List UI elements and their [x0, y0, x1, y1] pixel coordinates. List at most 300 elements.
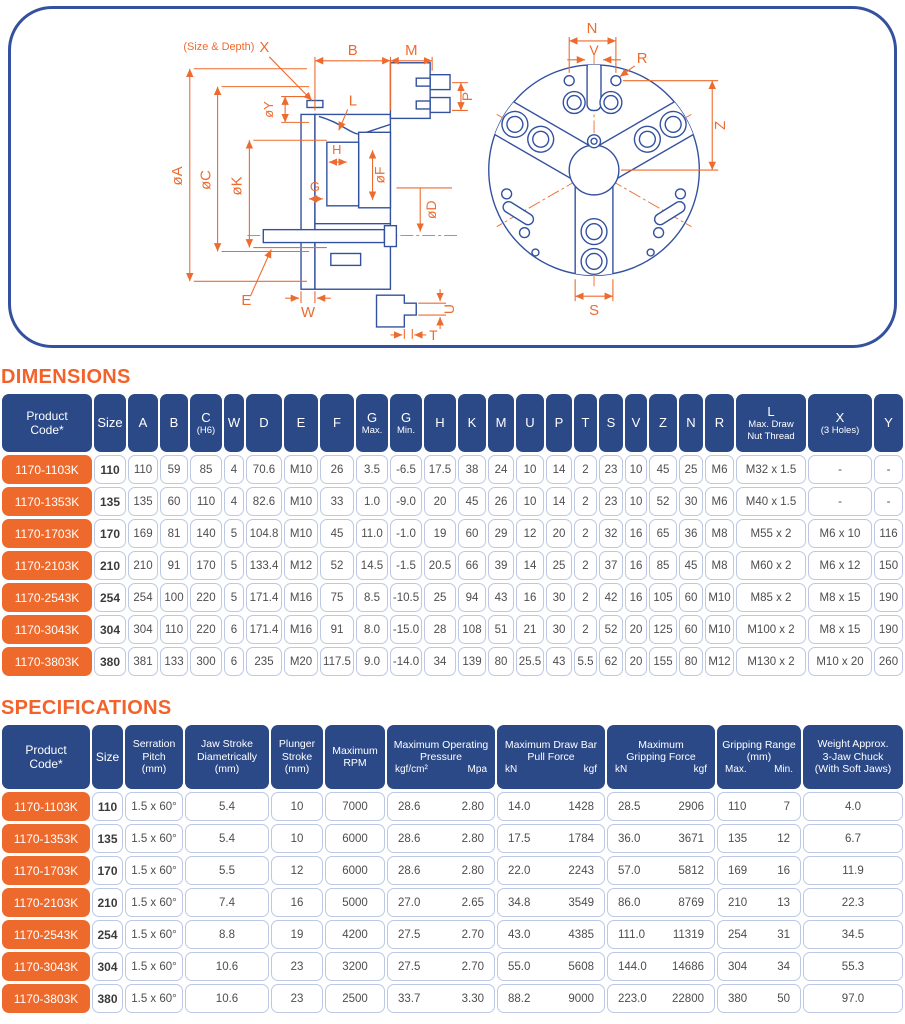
r-dim-label: R	[636, 50, 648, 67]
oc-dim-label: øC	[198, 170, 215, 190]
data-cell: 235	[246, 647, 282, 676]
table-row	[2, 487, 903, 516]
column-header: X (3 Holes)	[808, 394, 872, 452]
table-row	[2, 455, 903, 484]
data-cell: 27.5 2.70	[387, 952, 495, 981]
column-header: Plunger Stroke (mm)	[271, 725, 323, 789]
data-cell: 220	[190, 615, 222, 644]
data-cell: 88.2 9000	[497, 984, 605, 1013]
size-cell: 254	[92, 920, 123, 949]
column-header: A	[128, 394, 158, 452]
product-code-cell: 1170-2543K	[2, 920, 90, 949]
data-cell: 60	[160, 487, 188, 516]
data-cell: 210	[128, 551, 158, 580]
product-code-cell: 1170-3043K	[2, 952, 90, 981]
data-cell: 14	[546, 487, 572, 516]
size-depth-note: (Size & Depth)	[183, 40, 255, 53]
data-cell: 110 7	[717, 792, 801, 821]
data-cell: 19	[271, 920, 323, 949]
size-cell: 110	[92, 792, 123, 821]
data-cell: 108	[458, 615, 486, 644]
column-header: B	[160, 394, 188, 452]
data-cell: 60	[679, 583, 703, 612]
data-cell: 22.3	[803, 888, 903, 917]
specifications-table	[0, 722, 905, 1016]
data-cell: M8 x 15	[808, 583, 872, 612]
data-cell: 12	[271, 856, 323, 885]
data-cell: -	[874, 455, 903, 484]
data-cell: 20	[625, 615, 647, 644]
product-code-cell: 1170-1103K	[2, 455, 92, 484]
data-cell: 4	[224, 487, 244, 516]
data-cell: 10.6	[185, 952, 269, 981]
data-cell: 26	[320, 455, 354, 484]
data-cell: 20	[625, 647, 647, 676]
column-header: Maximum Draw Bar Pull Force kN kgf	[497, 725, 605, 789]
data-cell: -1.0	[390, 519, 422, 548]
data-cell: 10	[516, 455, 544, 484]
data-cell: 144.0 14686	[607, 952, 715, 981]
data-cell: M10 x 20	[808, 647, 872, 676]
data-cell: 105	[649, 583, 677, 612]
product-code-cell: 1170-1353K	[2, 487, 92, 516]
s-dim-label: S	[589, 303, 599, 320]
data-cell: 135 12	[717, 824, 801, 853]
data-cell: 20	[546, 519, 572, 548]
table-row	[2, 583, 903, 612]
data-cell: 9.0	[356, 647, 388, 676]
size-cell: 170	[92, 856, 123, 885]
data-cell: 25	[424, 583, 456, 612]
data-cell: 16	[625, 551, 647, 580]
data-cell: 8.8	[185, 920, 269, 949]
column-header: N	[679, 394, 703, 452]
data-cell: 16	[516, 583, 544, 612]
data-cell: 22.0 2243	[497, 856, 605, 885]
data-cell: 6000	[325, 856, 385, 885]
data-cell: 190	[874, 615, 903, 644]
data-cell: 36	[679, 519, 703, 548]
front-view	[488, 55, 700, 289]
data-cell: 110	[128, 455, 158, 484]
data-cell: 2	[574, 615, 597, 644]
data-cell: 82.6	[246, 487, 282, 516]
data-cell: 34	[424, 647, 456, 676]
data-cell: 17.5	[424, 455, 456, 484]
table-row	[2, 824, 903, 853]
data-cell: 3200	[325, 952, 385, 981]
data-cell: 10	[625, 455, 647, 484]
oy-dim-label: øY	[261, 101, 277, 118]
data-cell: 150	[874, 551, 903, 580]
ok-dim-label: øK	[229, 176, 246, 196]
data-cell: 21	[516, 615, 544, 644]
data-cell: 14.0 1428	[497, 792, 605, 821]
column-header: Product Code*	[2, 725, 90, 789]
data-cell: -10.5	[390, 583, 422, 612]
product-code-cell: 1170-1353K	[2, 824, 90, 853]
table-row	[2, 888, 903, 917]
data-cell: M12	[705, 647, 734, 676]
p-dim-label: P	[458, 91, 475, 102]
data-cell: 11.0	[356, 519, 388, 548]
column-header: Size	[92, 725, 123, 789]
data-cell: -6.5	[390, 455, 422, 484]
data-cell: 43.0 4385	[497, 920, 605, 949]
data-cell: -15.0	[390, 615, 422, 644]
data-cell: M55 x 2	[736, 519, 806, 548]
data-cell: 104.8	[246, 519, 282, 548]
column-header: L Max. Draw Nut Thread	[736, 394, 806, 452]
product-code-cell: 1170-2103K	[2, 888, 90, 917]
column-header: S	[599, 394, 623, 452]
table-row	[2, 920, 903, 949]
data-cell: 70.6	[246, 455, 282, 484]
data-cell: 100	[160, 583, 188, 612]
data-cell: 55.3	[803, 952, 903, 981]
data-cell: 33.7 3.30	[387, 984, 495, 1013]
data-cell: 2	[574, 583, 597, 612]
data-cell: 34.8 3549	[497, 888, 605, 917]
data-cell: 111.0 11319	[607, 920, 715, 949]
data-cell: 1.5 x 60°	[125, 792, 183, 821]
h-dim-label: H	[332, 142, 342, 158]
data-cell: 7.4	[185, 888, 269, 917]
table-row	[2, 615, 903, 644]
size-cell: 304	[92, 952, 123, 981]
data-cell: M10	[284, 519, 318, 548]
data-cell: -1.5	[390, 551, 422, 580]
data-cell: 133.4	[246, 551, 282, 580]
z-dim-label: Z	[713, 120, 730, 130]
dimensions-table	[0, 391, 905, 679]
data-cell: M16	[284, 583, 318, 612]
data-cell: 2	[574, 551, 597, 580]
data-cell: 23	[271, 984, 323, 1013]
data-cell: 28.5 2906	[607, 792, 715, 821]
data-cell: 65	[649, 519, 677, 548]
data-cell: 17.5 1784	[497, 824, 605, 853]
data-cell: 210 13	[717, 888, 801, 917]
data-cell: 10	[516, 487, 544, 516]
data-cell: 28.6 2.80	[387, 792, 495, 821]
size-cell: 135	[92, 824, 123, 853]
data-cell: 60	[458, 519, 486, 548]
data-cell: M8 x 15	[808, 615, 872, 644]
data-cell: M32 x 1.5	[736, 455, 806, 484]
column-header: K	[458, 394, 486, 452]
column-header: F	[320, 394, 354, 452]
data-cell: 27.5 2.70	[387, 920, 495, 949]
data-cell: 36.0 3671	[607, 824, 715, 853]
data-cell: 1.5 x 60°	[125, 920, 183, 949]
data-cell: 52	[599, 615, 623, 644]
data-cell: M8	[705, 551, 734, 580]
data-cell: 254	[128, 583, 158, 612]
column-header: Maximum Gripping Force kN kgf	[607, 725, 715, 789]
data-cell: M6	[705, 487, 734, 516]
column-header: U	[516, 394, 544, 452]
data-cell: 12	[516, 519, 544, 548]
size-cell: 304	[94, 615, 126, 644]
data-cell: 5	[224, 519, 244, 548]
data-cell: 32	[599, 519, 623, 548]
data-cell: 28.6 2.80	[387, 824, 495, 853]
data-cell: 10	[271, 792, 323, 821]
data-cell: 25	[679, 455, 703, 484]
data-cell: M6 x 12	[808, 551, 872, 580]
data-cell: 169	[128, 519, 158, 548]
data-cell: 110	[160, 615, 188, 644]
size-cell: 210	[94, 551, 126, 580]
data-cell: 29	[488, 519, 514, 548]
data-cell: 62	[599, 647, 623, 676]
data-cell: -9.0	[390, 487, 422, 516]
table-row	[2, 647, 903, 676]
column-header: C (H6)	[190, 394, 222, 452]
data-cell: 381	[128, 647, 158, 676]
column-header: P	[546, 394, 572, 452]
data-cell: 4200	[325, 920, 385, 949]
data-cell: 133	[160, 647, 188, 676]
v-dim-label: V	[589, 41, 599, 58]
data-cell: 91	[160, 551, 188, 580]
data-cell: -14.0	[390, 647, 422, 676]
l-dim-label: L	[348, 93, 357, 110]
data-cell: 1.5 x 60°	[125, 952, 183, 981]
data-cell: 52	[320, 551, 354, 580]
data-cell: 27.0 2.65	[387, 888, 495, 917]
column-header: R	[705, 394, 734, 452]
data-cell: -	[808, 487, 872, 516]
product-code-cell: 1170-3803K	[2, 647, 92, 676]
size-cell: 380	[94, 647, 126, 676]
data-cell: 19	[424, 519, 456, 548]
table-row	[2, 792, 903, 821]
data-cell: 55.0 5608	[497, 952, 605, 981]
column-header: Weight Approx. 3-Jaw Chuck (With Soft Jaws)	[803, 725, 903, 789]
data-cell: M8	[705, 519, 734, 548]
product-code-cell: 1170-1703K	[2, 519, 92, 548]
table-row	[2, 984, 903, 1013]
data-cell: 80	[488, 647, 514, 676]
data-cell: M10	[284, 455, 318, 484]
data-cell: M6 x 10	[808, 519, 872, 548]
data-cell: 171.4	[246, 615, 282, 644]
column-header: E	[284, 394, 318, 452]
u-dim-label: U	[440, 304, 457, 315]
g-dim-label: G	[309, 178, 320, 194]
data-cell: M60 x 2	[736, 551, 806, 580]
oa-dim-label: øA	[169, 166, 186, 186]
data-cell: 2	[574, 519, 597, 548]
data-cell: -	[874, 487, 903, 516]
product-code-cell: 1170-1103K	[2, 792, 90, 821]
data-cell: 5	[224, 551, 244, 580]
size-cell: 170	[94, 519, 126, 548]
table-row	[2, 551, 903, 580]
data-cell: 116	[874, 519, 903, 548]
column-header: Jaw Stroke Diametrically (mm)	[185, 725, 269, 789]
data-cell: 223.0 22800	[607, 984, 715, 1013]
column-header: Y	[874, 394, 903, 452]
data-cell: 6.7	[803, 824, 903, 853]
data-cell: M10	[705, 615, 734, 644]
technical-drawing	[11, 9, 894, 345]
data-cell: M40 x 1.5	[736, 487, 806, 516]
column-header: Gripping Range (mm) Max. Min.	[717, 725, 801, 789]
size-cell: 110	[94, 455, 126, 484]
data-cell: 25	[546, 551, 572, 580]
column-header: G Min.	[390, 394, 422, 452]
data-cell: 80	[679, 647, 703, 676]
data-cell: 1.0	[356, 487, 388, 516]
data-cell: 52	[649, 487, 677, 516]
data-cell: 110	[190, 487, 222, 516]
data-cell: 2500	[325, 984, 385, 1013]
data-cell: 4.0	[803, 792, 903, 821]
data-cell: 43	[488, 583, 514, 612]
column-header: H	[424, 394, 456, 452]
data-cell: 7000	[325, 792, 385, 821]
data-cell: 304 34	[717, 952, 801, 981]
data-cell: 23	[599, 455, 623, 484]
e-dim-label: E	[241, 293, 252, 310]
of-dim-label: øF	[371, 166, 388, 184]
table-row	[2, 952, 903, 981]
m-dim-label: M	[405, 42, 418, 59]
data-cell: 16	[625, 583, 647, 612]
data-cell: 38	[458, 455, 486, 484]
product-code-cell: 1170-2103K	[2, 551, 92, 580]
product-code-cell: 1170-3803K	[2, 984, 90, 1013]
data-cell: 86.0 8769	[607, 888, 715, 917]
od-dim-label: øD	[423, 200, 440, 220]
data-cell: 135	[128, 487, 158, 516]
data-cell: 5000	[325, 888, 385, 917]
size-cell: 210	[92, 888, 123, 917]
data-cell: 8.5	[356, 583, 388, 612]
column-header: Product Code*	[2, 394, 92, 452]
column-header: D	[246, 394, 282, 452]
product-code-cell: 1170-3043K	[2, 615, 92, 644]
product-code-cell: 1170-2543K	[2, 583, 92, 612]
w-dim-label: W	[300, 305, 316, 322]
data-cell: 170	[190, 551, 222, 580]
data-cell: 10	[271, 824, 323, 853]
data-cell: 6	[224, 615, 244, 644]
data-cell: 1.5 x 60°	[125, 824, 183, 853]
column-header: V	[625, 394, 647, 452]
data-cell: 33	[320, 487, 354, 516]
data-cell: 30	[546, 615, 572, 644]
data-cell: 57.0 5812	[607, 856, 715, 885]
data-cell: M130 x 2	[736, 647, 806, 676]
data-cell: 26	[488, 487, 514, 516]
data-cell: M100 x 2	[736, 615, 806, 644]
data-cell: 23	[271, 952, 323, 981]
t-dim-label: T	[429, 326, 438, 343]
data-cell: 20	[424, 487, 456, 516]
data-cell: 254 31	[717, 920, 801, 949]
column-header: M	[488, 394, 514, 452]
table-row	[2, 856, 903, 885]
data-cell: 60	[679, 615, 703, 644]
b-dim-label: B	[347, 42, 358, 59]
data-cell: 117.5	[320, 647, 354, 676]
data-cell: 20.5	[424, 551, 456, 580]
data-cell: 37	[599, 551, 623, 580]
column-header: Size	[94, 394, 126, 452]
data-cell: 2	[574, 455, 597, 484]
data-cell: 30	[679, 487, 703, 516]
data-cell: 5.4	[185, 792, 269, 821]
data-cell: 28.6 2.80	[387, 856, 495, 885]
column-header: Maximum RPM	[325, 725, 385, 789]
data-cell: M10	[284, 487, 318, 516]
data-cell: 66	[458, 551, 486, 580]
data-cell: 85	[190, 455, 222, 484]
data-cell: 39	[488, 551, 514, 580]
dimensions-title: DIMENSIONS	[1, 366, 131, 388]
data-cell: 155	[649, 647, 677, 676]
data-cell: 42	[599, 583, 623, 612]
data-cell: 81	[160, 519, 188, 548]
data-cell: 14	[546, 455, 572, 484]
data-cell: 5.5	[185, 856, 269, 885]
data-cell: M12	[284, 551, 318, 580]
column-header: G Max.	[356, 394, 388, 452]
x-dim-label: X	[259, 39, 270, 56]
data-cell: M10	[705, 583, 734, 612]
data-cell: M6	[705, 455, 734, 484]
data-cell: 220	[190, 583, 222, 612]
data-cell: 97.0	[803, 984, 903, 1013]
data-cell: 45	[679, 551, 703, 580]
data-cell: 304	[128, 615, 158, 644]
n-dim-label: N	[586, 20, 598, 37]
data-cell: 14.5	[356, 551, 388, 580]
data-cell: 25.5	[516, 647, 544, 676]
data-cell: 16	[271, 888, 323, 917]
data-cell: 169 16	[717, 856, 801, 885]
data-cell: 3.5	[356, 455, 388, 484]
column-header: Serration Pitch (mm)	[125, 725, 183, 789]
data-cell: 300	[190, 647, 222, 676]
data-cell: 1.5 x 60°	[125, 888, 183, 917]
data-cell: 14	[516, 551, 544, 580]
size-cell: 380	[92, 984, 123, 1013]
data-cell: 59	[160, 455, 188, 484]
table-row	[2, 519, 903, 548]
data-cell: 5	[224, 583, 244, 612]
data-cell: 91	[320, 615, 354, 644]
data-cell: 10.6	[185, 984, 269, 1013]
data-cell: 30	[546, 583, 572, 612]
data-cell: 16	[625, 519, 647, 548]
data-cell: -	[808, 455, 872, 484]
data-cell: 190	[874, 583, 903, 612]
data-cell: 5.4	[185, 824, 269, 853]
data-cell: 171.4	[246, 583, 282, 612]
data-cell: 5.5	[574, 647, 597, 676]
data-cell: 94	[458, 583, 486, 612]
technical-drawing-panel	[8, 6, 897, 348]
data-cell: 45	[649, 455, 677, 484]
data-cell: 380 50	[717, 984, 801, 1013]
data-cell: 8.0	[356, 615, 388, 644]
data-cell: 260	[874, 647, 903, 676]
